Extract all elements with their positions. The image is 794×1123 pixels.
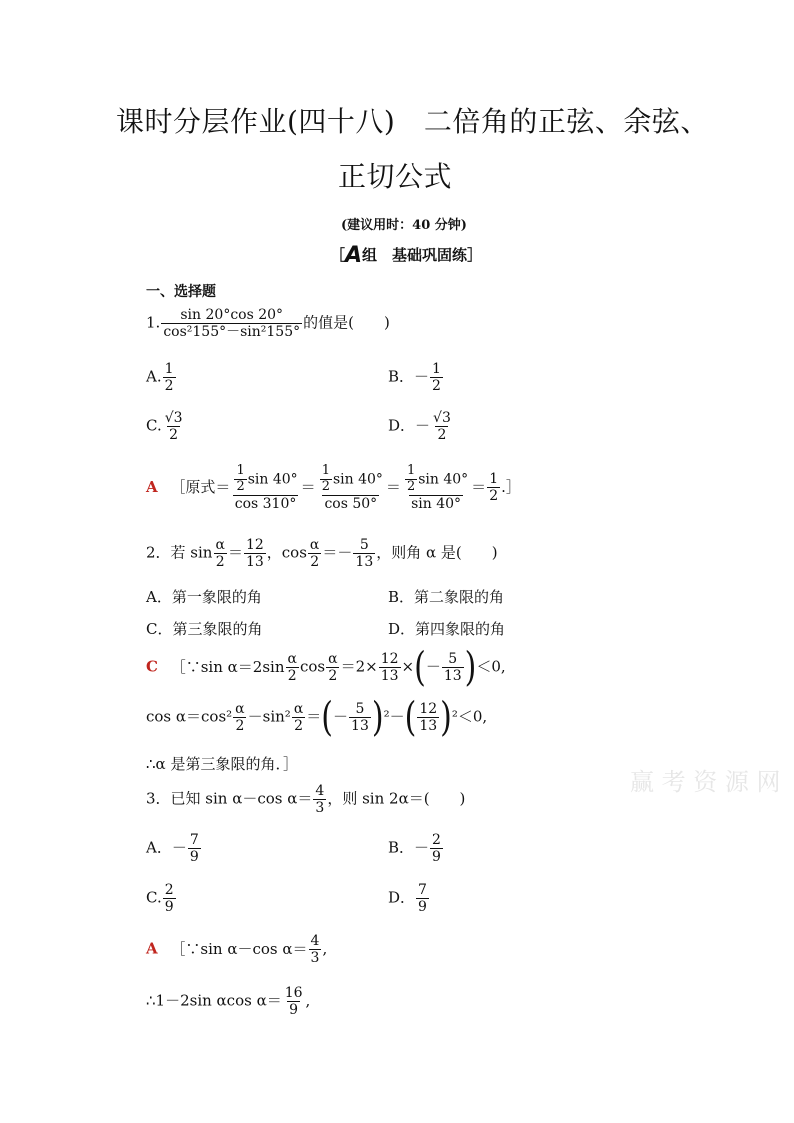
q2-l2-f2d: 2	[294, 718, 303, 734]
group-text: 组 基础巩固练	[362, 246, 468, 264]
q2-l1-f3d: 13	[380, 668, 399, 684]
q3-option-d	[388, 882, 430, 915]
q2-l2-f2n: α	[293, 700, 304, 717]
q1-a-d: 2	[164, 378, 174, 395]
q3-d-d: 9	[418, 899, 427, 916]
q3-l2-end: ,	[305, 991, 311, 1010]
question-3-stem	[146, 783, 465, 816]
q3-b-label: B．－	[388, 838, 430, 857]
q2-eq2: ＝－	[322, 543, 353, 562]
group-bracket-close: ］	[467, 246, 483, 264]
q1-option-a	[146, 361, 177, 394]
q2-l1-b: cos	[299, 657, 326, 676]
q3-l1-n: 4	[310, 933, 320, 949]
q1-d-label: D．－	[388, 416, 431, 435]
q3-option-b	[388, 832, 444, 865]
group-letter: A	[345, 243, 363, 268]
q3-l2-d: 9	[289, 1002, 299, 1019]
q2-solution-line2: cos α＝cos² $\frac{\alpha}{2}$ －sin² $\frac{\alpha}{2}$ ＝(－ $\frac{5}{13}$ )²－( $\frac{12}{13}$ )²＜0,	[146, 693, 488, 742]
q1-res-n: 1	[489, 471, 499, 488]
q1-c-label: C.	[146, 416, 162, 435]
q2-l1-f1n: α	[287, 650, 297, 667]
q1-answer: A	[146, 477, 158, 496]
q3-l1-end: ,	[322, 939, 328, 958]
page-title: 课时分层作业(四十八) 二倍角的正弦、余弦、	[116, 105, 709, 138]
group-bracket-open: ［	[330, 246, 346, 264]
q2-stem-a: 2．若 sin	[146, 543, 213, 562]
q2-eq1: ＝	[227, 543, 243, 562]
q2-b-d: 2	[310, 554, 320, 571]
q2-a-d: 2	[215, 554, 225, 571]
q2-l1-e: －	[425, 657, 441, 676]
q3-option-c	[146, 882, 177, 915]
q2-v1-n: 12	[245, 537, 264, 553]
q1-number: 1.	[146, 313, 161, 332]
q1-solution	[146, 464, 521, 512]
q2-l2-f1d: 2	[235, 718, 245, 734]
q3-d-n: 7	[418, 882, 427, 898]
q2-l1-a: ［∵sin α＝2sin	[170, 657, 285, 676]
q3-tail: ，则 sin 2α＝( )	[327, 789, 466, 808]
q3-a-n: 7	[189, 832, 199, 848]
q1-a-n: 1	[164, 361, 174, 377]
q2-l1-c: ＝2×	[340, 657, 378, 676]
q1-s1-den: cos 310°	[234, 495, 297, 512]
q1-res-d: 2	[489, 488, 499, 505]
q2-l1-d: ×	[401, 657, 415, 676]
q3-l1-d: 3	[310, 950, 320, 967]
q3-stem-a: 3．已知 sin α－cos α＝	[146, 789, 313, 808]
q2-l1-f1d: 2	[287, 668, 297, 684]
q1-eq3: ＝	[471, 477, 487, 496]
q1-s1-n: 1	[236, 463, 245, 478]
q1-s3-n: 1	[406, 463, 416, 478]
q2-l1-f2n: α	[328, 650, 338, 667]
q2-l2-f3n: 5	[355, 700, 365, 717]
q1-sol-frac3	[402, 464, 470, 512]
q3-answer: A	[146, 939, 158, 958]
q2-tail: ，则角 α 是( )	[376, 543, 498, 562]
q1-b-d: 2	[432, 378, 441, 395]
q2-option-c: C．第三象限的角	[146, 620, 263, 638]
q1-sol-frac1	[231, 464, 299, 512]
q1-s3-den: sin 40°	[411, 495, 462, 512]
q1-s1-d: 2	[236, 478, 245, 494]
q2-b-n: α	[309, 537, 320, 553]
q1-option-c	[146, 410, 186, 443]
q2-l1-f2d: 2	[328, 668, 338, 684]
q2-l1-f4d: 13	[443, 668, 462, 684]
q1-d-n: √3	[433, 410, 451, 426]
q2-l2-f4n: 12	[419, 700, 438, 717]
q3-b-d: 9	[432, 849, 441, 866]
q2-option-b: B．第二象限的角	[388, 588, 505, 606]
q1-d-frac	[431, 410, 453, 443]
q1-s3-d: 2	[406, 478, 416, 494]
q2-l2-e: ²－	[383, 707, 405, 726]
question-1-stem	[146, 307, 390, 340]
q3-l2-n: 16	[284, 985, 303, 1001]
q1-sol-end: .］	[501, 477, 521, 496]
q2-l1-f3n: 12	[380, 650, 399, 667]
q3-s-d: 3	[315, 800, 325, 817]
q1-s2-den: cos 50°	[324, 495, 378, 512]
q1-frac-den: cos²155°－sin²155°	[163, 324, 301, 341]
q3-d-label: D．	[388, 888, 416, 907]
q2-l2-c: ＝	[306, 707, 322, 726]
q3-b-n: 2	[432, 832, 441, 848]
q1-s2-n: 1	[321, 463, 330, 478]
q2-solution-line3: ∴α 是第三象限的角．］	[146, 755, 298, 773]
q1-option-d	[388, 410, 454, 443]
q1-a-label: A.	[146, 367, 162, 386]
q1-s3-text: sin 40°	[418, 471, 469, 488]
q3-option-a	[146, 832, 202, 865]
q1-c-n: √3	[164, 410, 183, 426]
q2-solution-line1: C ［∵sin α＝2sin $\frac{\alpha}{2}$ cos $\frac{\alpha}{2}$ ＝2× $\frac{12}{13}$ ×(－ $\frac{5}{13}$ )＜0,	[146, 643, 506, 692]
q1-sol-prefix: ［原式＝	[170, 477, 231, 496]
q2-l2-f1n: α	[235, 700, 245, 717]
q2-l2-d: －	[333, 707, 349, 726]
q2-option-d: D．第四象限的角	[388, 620, 506, 638]
q1-eq1: ＝	[300, 477, 316, 496]
q3-solution-line1	[146, 933, 327, 966]
q1-option-b	[388, 361, 444, 394]
q1-eq2: ＝	[385, 477, 401, 496]
suggested-time: (建议用时：40 分钟)	[341, 218, 467, 233]
q2-l1-f: ＜0,	[476, 657, 506, 676]
q2-l1-f4n: 5	[448, 650, 458, 667]
q2-a-n: α	[215, 537, 225, 553]
q1-s1-text: sin 40°	[247, 471, 298, 488]
q1-c-d: 2	[169, 427, 179, 444]
watermark: 赢 考 资 源 网	[630, 768, 781, 796]
q2-l2-b: －sin²	[247, 707, 291, 726]
q2-l2-f3d: 13	[351, 718, 369, 734]
q1-sol-frac2	[317, 464, 385, 512]
q2-mid: ，cos	[266, 543, 307, 562]
q1-s2-text: sin 40°	[332, 471, 383, 488]
page-title-line2: 正切公式	[338, 160, 453, 193]
q1-c-frac	[163, 410, 185, 443]
q3-l2-a: ∴1－2sin αcos α＝	[146, 991, 282, 1010]
q3-c-d: 9	[164, 899, 174, 916]
q3-solution-line2	[146, 985, 310, 1018]
q2-v1-d: 13	[245, 554, 264, 571]
q1-b-label: B．－	[388, 367, 430, 386]
q2-l2-f: ²＜0,	[451, 707, 488, 726]
q2-v2-d: 13	[355, 554, 374, 571]
q1-frac-num: sin 20°cos 20°	[180, 307, 284, 323]
section-title: 一、选择题	[146, 284, 216, 300]
q2-answer: C	[146, 657, 158, 676]
q2-l2-f4d: 13	[419, 718, 438, 734]
q3-l1-a: ［∵sin α－cos α＝	[170, 939, 308, 958]
q2-v2-n: 5	[359, 537, 369, 553]
group-label	[330, 243, 482, 268]
q1-b-n: 1	[432, 361, 441, 377]
q1-sol-result	[487, 471, 500, 504]
question-2-stem	[146, 537, 498, 570]
q3-a-label: A．－	[146, 838, 187, 857]
q1-b-frac	[430, 361, 443, 394]
q3-c-label: C.	[146, 888, 162, 907]
q1-a-frac	[163, 361, 176, 394]
q3-a-d: 9	[189, 849, 199, 866]
q3-s-n: 4	[315, 783, 325, 799]
q2-option-a: A．第一象限的角	[146, 588, 262, 606]
q1-s2-d: 2	[321, 478, 330, 494]
q3-c-n: 2	[164, 882, 174, 898]
q1-tail: 的值是( )	[303, 313, 390, 332]
q2-l2-a: cos α＝cos²	[146, 707, 233, 726]
q1-fraction	[161, 307, 302, 340]
q1-d-d: 2	[437, 427, 447, 444]
